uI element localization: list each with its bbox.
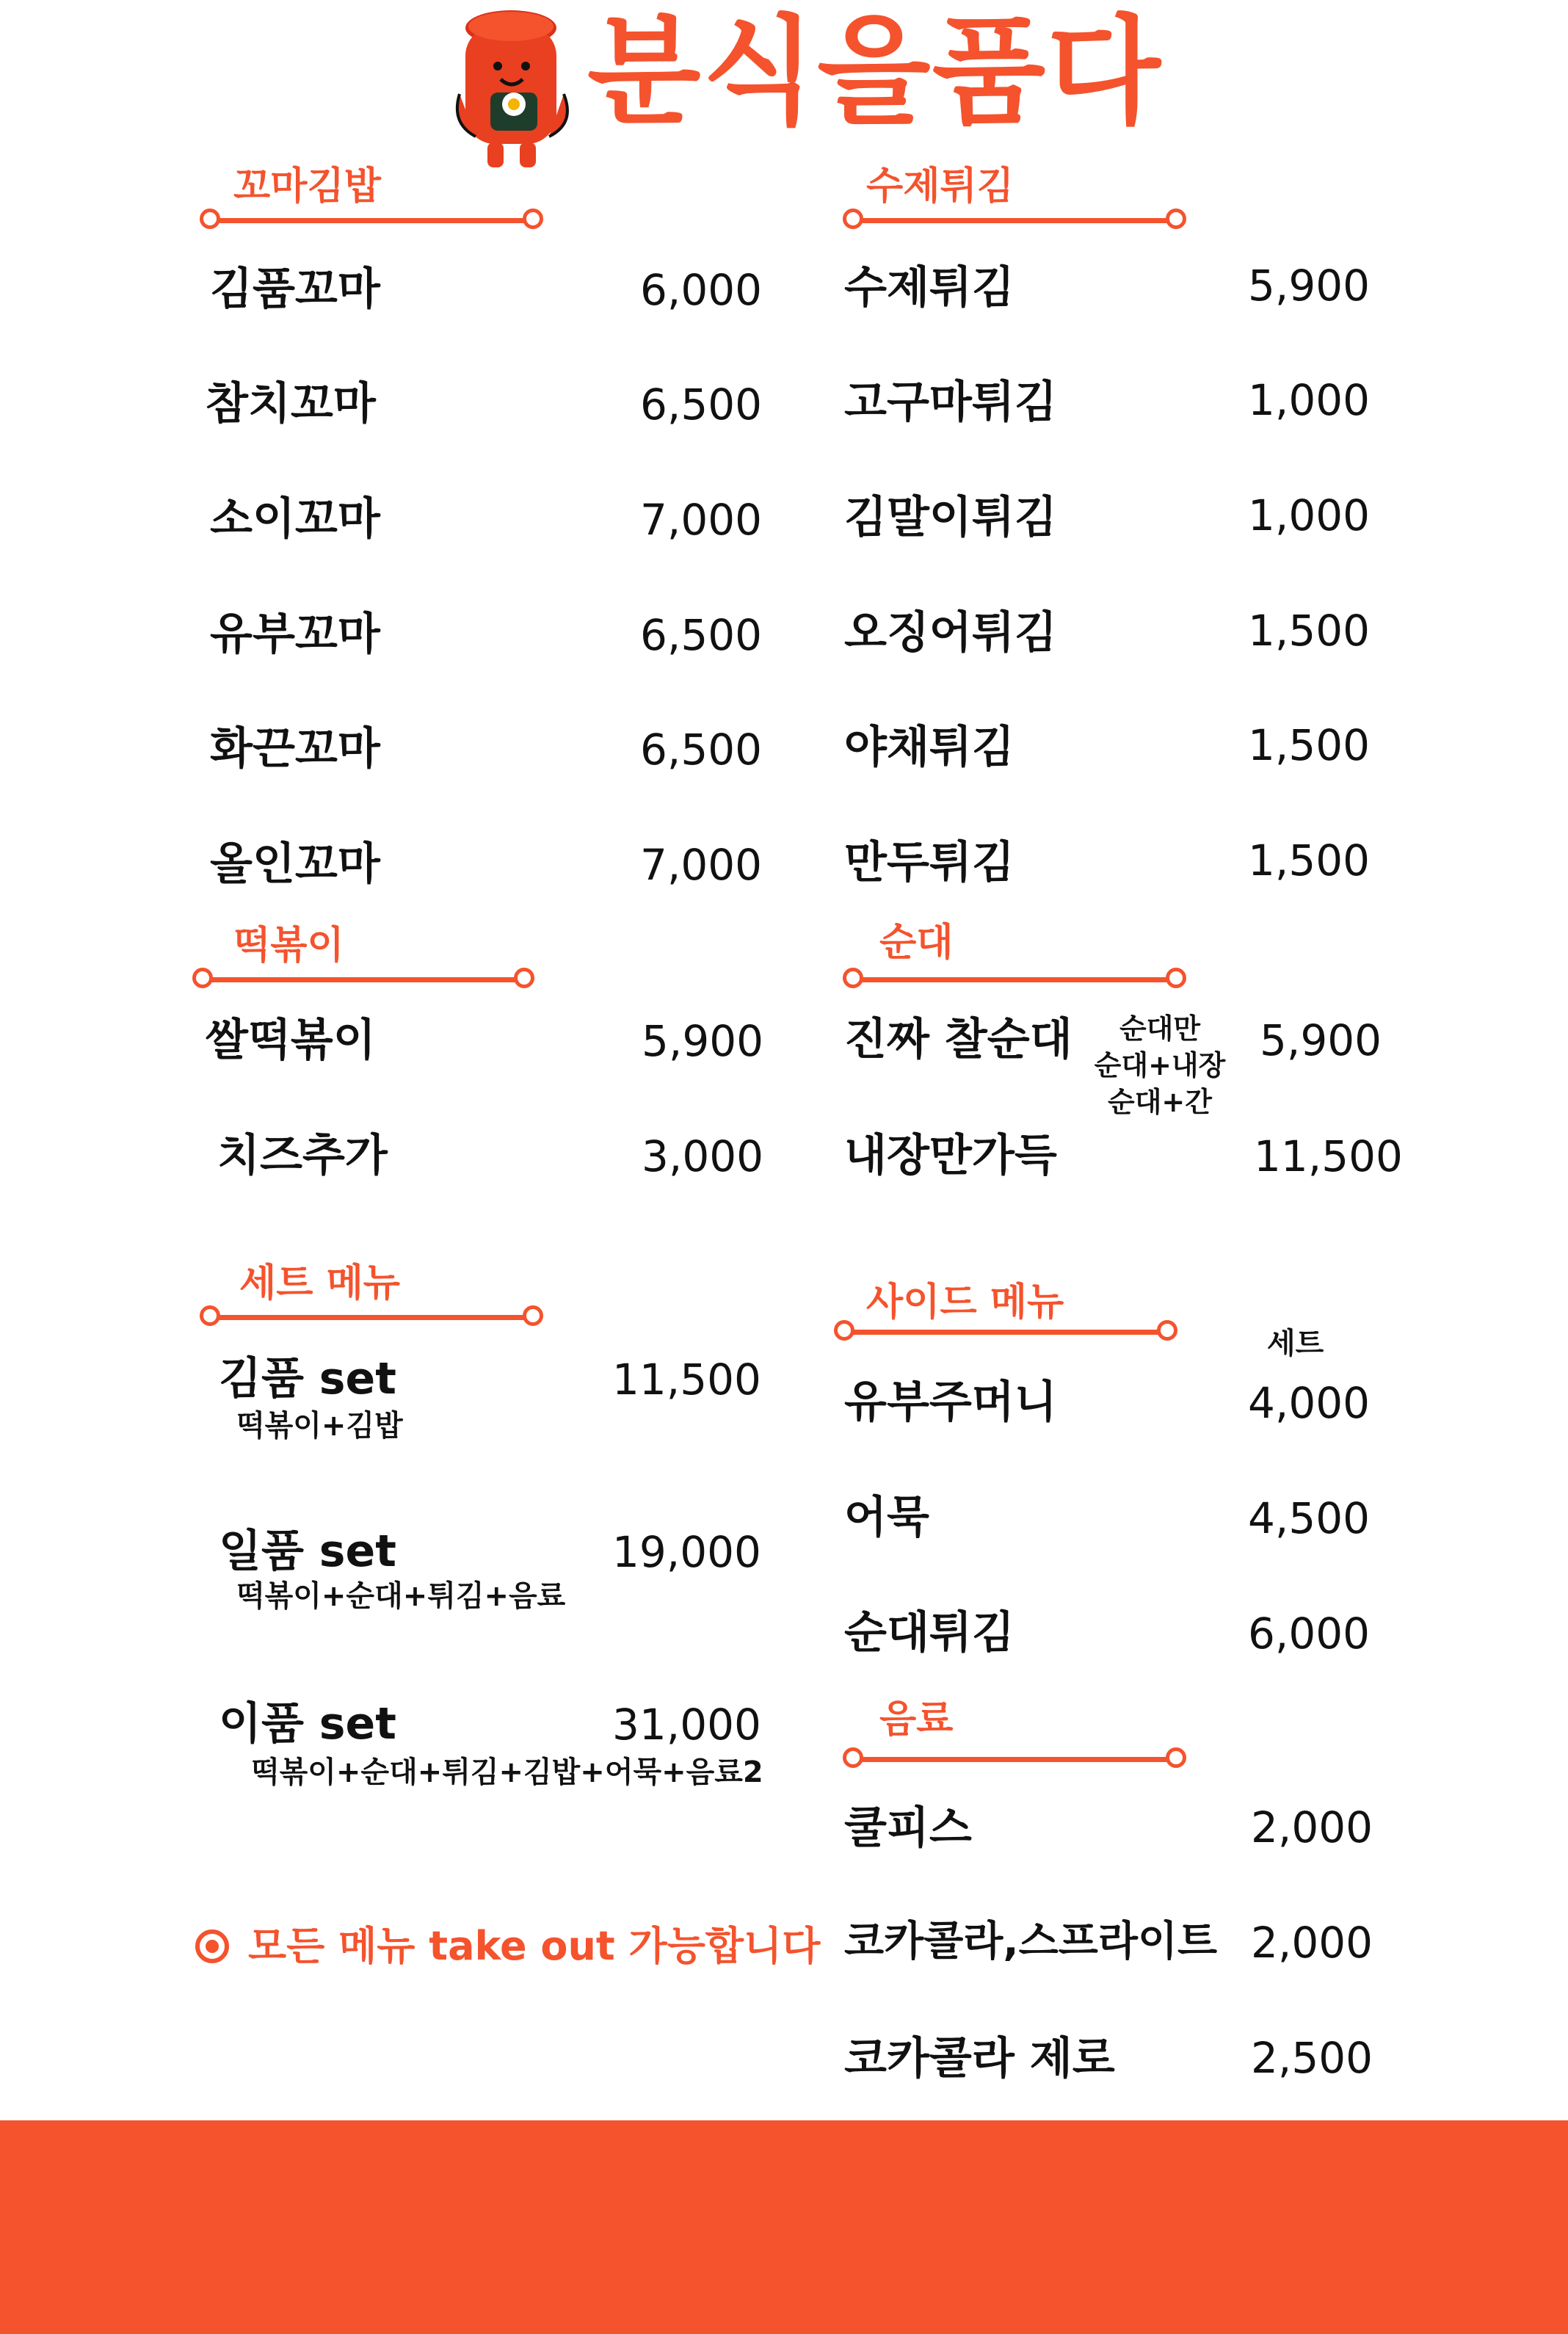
section-divider [843, 966, 1186, 993]
menu-item-price: 6,500 [640, 725, 763, 775]
set-item-name: 일품 set [219, 1526, 396, 1577]
sundae-options [1094, 1010, 1226, 1120]
section-title-side: 사이드 메뉴 [866, 1280, 1064, 1324]
menu-item-name: 쌀떡볶이 [206, 1015, 376, 1066]
section-title-twigim: 수제튀김 [866, 164, 1014, 209]
menu-item-price: 2,000 [1251, 1918, 1373, 1968]
section-title-set: 세트 메뉴 [239, 1261, 401, 1305]
menu-item-price: 5,900 [1248, 261, 1371, 311]
section-divider [843, 1746, 1186, 1772]
menu-item-price: 2,500 [1251, 2033, 1373, 2083]
set-item-desc: 떡볶이+순대+튀김+음료 [236, 1579, 566, 1613]
menu-item-name: 김품꼬마 [210, 264, 380, 315]
side-column-note: 세트 [1267, 1327, 1324, 1360]
sundae-option: 순대+내장 [1094, 1049, 1226, 1081]
menu-item-price: 6,500 [640, 380, 763, 430]
menu-item-price: 4,500 [1248, 1493, 1371, 1543]
set-item-name: 이품 set [219, 1698, 396, 1750]
footer-band [0, 2120, 1568, 2334]
menu-item-price: 11,500 [1254, 1131, 1403, 1181]
section-divider [834, 1319, 1177, 1345]
menu-item-name: 수제튀김 [844, 262, 1015, 314]
section-title-sundae: 순대 [879, 921, 954, 965]
section-divider [843, 207, 1186, 233]
menu-item-price: 7,000 [640, 495, 763, 545]
menu-item-price: 1,500 [1248, 720, 1371, 770]
menu-item-price: 1,500 [1248, 606, 1371, 656]
section-title-tteok: 떡볶이 [233, 924, 344, 968]
menu-item-name: 유부꼬마 [210, 609, 380, 660]
menu-item-name: 올인꼬마 [210, 838, 380, 890]
menu-item-price: 5,900 [642, 1016, 764, 1066]
menu-item-price: 5,900 [1260, 1015, 1382, 1065]
menu-item-name: 쿨피스 [844, 1802, 972, 1854]
set-item-price: 11,500 [612, 1355, 761, 1405]
sundae-option: 순대+간 [1108, 1086, 1212, 1118]
set-item-desc: 떡볶이+김밥 [236, 1409, 403, 1443]
takeout-notice: 모든 메뉴 take out 가능합니다 [248, 1923, 821, 1969]
section-title-kkoma: 꼬마김밥 [233, 164, 381, 209]
menu-item-name: 치즈추가 [217, 1130, 388, 1181]
menu-item-name: 코카콜라,스프라이트 [844, 1918, 1218, 1965]
menu-item-name: 어묵 [844, 1492, 929, 1543]
brand-title: 분식을품다 [587, 3, 1162, 140]
menu-item-name: 소이꼬마 [210, 493, 380, 545]
menu-item-name: 오징어튀김 [844, 607, 1057, 659]
menu-item-price: 4,000 [1248, 1378, 1371, 1428]
section-divider [192, 966, 534, 993]
menu-item-name: 내장만가득 [844, 1130, 1057, 1181]
sundae-option: 순대만 [1119, 1012, 1201, 1045]
menu-item-price: 3,000 [642, 1131, 764, 1181]
menu-item-name: 김말이튀김 [844, 492, 1057, 543]
section-title-drinks: 음료 [879, 1697, 954, 1742]
menu-item-name: 화끈꼬마 [210, 723, 380, 775]
menu-item-price: 7,000 [640, 840, 763, 890]
menu-item-price: 6,000 [640, 265, 763, 315]
menu-item-price: 1,000 [1248, 375, 1371, 425]
radio-dot-icon [195, 1929, 229, 1963]
menu-item-price: 1,000 [1248, 490, 1371, 540]
section-divider [200, 1304, 543, 1330]
section-divider [200, 207, 543, 233]
set-item-price: 31,000 [612, 1700, 761, 1750]
menu-item-name: 순대튀김 [844, 1607, 1015, 1659]
menu-item-name: 야채튀김 [844, 722, 1015, 773]
menu-item-price: 6,000 [1248, 1609, 1371, 1659]
menu-item-name: 유부주머니 [844, 1377, 1057, 1428]
menu-item-name: 코카콜라 제로 [844, 2033, 1115, 2084]
menu-item-price: 1,500 [1248, 836, 1371, 885]
set-item-desc: 떡볶이+순대+튀김+김밥+어묵+음료2 [251, 1755, 763, 1789]
mascot-icon [446, 6, 586, 171]
menu-item-name: 고구마튀김 [844, 377, 1057, 428]
menu-item-price: 2,000 [1251, 1802, 1373, 1852]
menu-item-name: 만두튀김 [844, 837, 1015, 888]
set-item-price: 19,000 [612, 1527, 761, 1577]
menu-item-price: 6,500 [640, 610, 763, 660]
set-item-name: 김품 set [219, 1353, 396, 1405]
menu-item-name: 참치꼬마 [206, 378, 376, 430]
menu-item-name: 진짜 찰순대 [844, 1014, 1072, 1065]
